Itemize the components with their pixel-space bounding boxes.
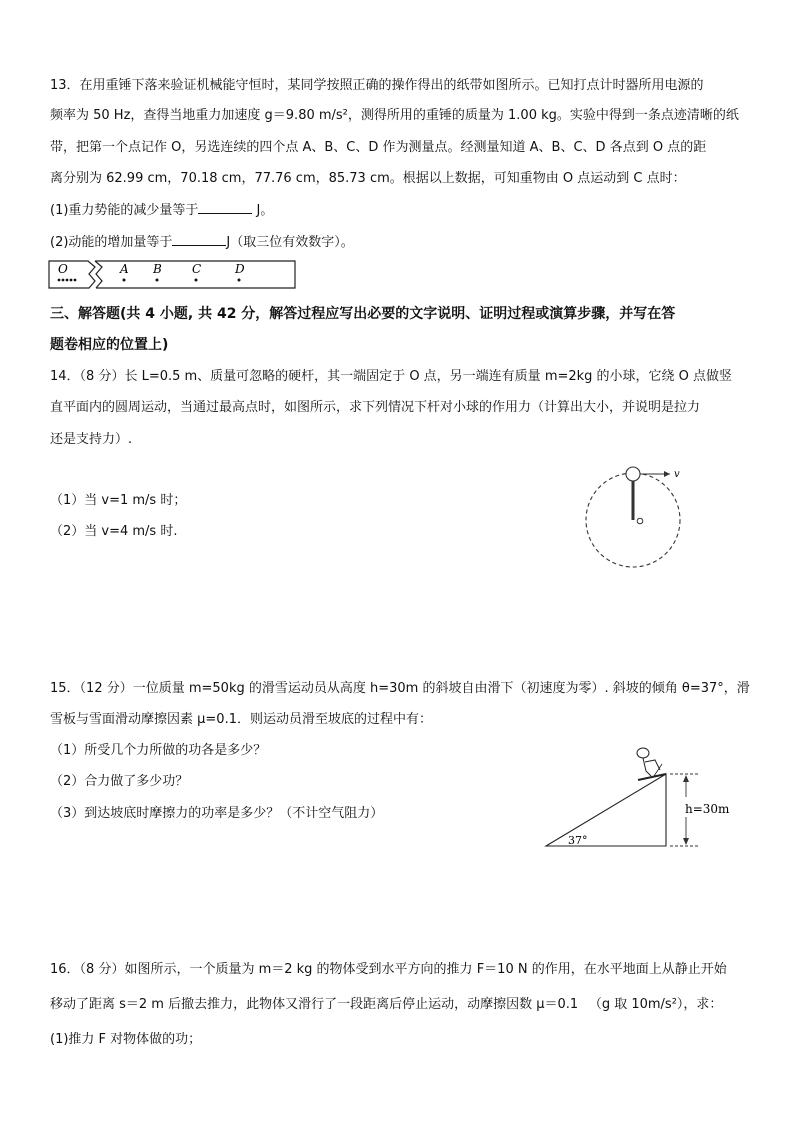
- height-label: h=30m: [685, 802, 730, 816]
- q15-sub-1: （1）所受几个力所做的功各是多少？: [50, 743, 267, 758]
- q15-line-1: 15．（12 分）一位质量 m=50kg 的滑雪运动员从高度 h=30m 的斜坡自由滑下（初速度为零）. 斜坡的倾角 θ=37°，滑: [50, 681, 750, 696]
- answer-blank-1: [198, 201, 252, 214]
- q15-sub-2: （2）合力做了多少功？: [50, 774, 189, 789]
- q16-line-1: 16．（8 分）如图所示，一个质量为 m＝2 kg 的物体受到水平方向的推力 F＝10 N 的作用，在水平地面上从静止开始: [50, 962, 727, 977]
- q14-line-2: 直平面内的圆周运动，当通过最高点时，如图所示，求下列情况下杆对小球的作用力（计算出大小，并说明是拉力: [50, 400, 701, 415]
- q14-line-3: 还是支持力）.: [50, 432, 133, 447]
- q13-line-3: 带，把第一个点记作 O，另选连续的四个点 A、B、C、D 作为测量点。经测量知道 A、B、C、D 各点到 O 点的距: [50, 140, 707, 155]
- tape-label-c: C: [192, 262, 202, 276]
- tape-label-a: A: [120, 262, 129, 276]
- section-heading-line-1: 三、解答题(共 4 小题, 共 42 分，解答过程应写出必要的文字说明、证明过程或演算步骤，并写在答: [50, 306, 676, 322]
- answer-blank-2: [172, 233, 226, 246]
- angle-label: 37°: [568, 834, 588, 847]
- q13-line-4: 离分别为 62.99 cm，70.18 cm，77.76 cm，85.73 cm。根据以上数据，可知重物由 O 点运动到 C 点时：: [50, 171, 686, 186]
- q13-part-1: [50, 201, 273, 220]
- tape-label-d: D: [235, 262, 245, 276]
- q14-sub-1: （1）当 v=1 m/s 时；: [50, 493, 187, 508]
- q14-line-1: 14．（8 分）长 L=0.5 m、质量可忽略的硬杆，其一端固定于 O 点，另一端连有质量 m=2kg 的小球，它绕 O 点做竖: [50, 369, 733, 384]
- section-heading-line-2: 题卷相应的位置上): [50, 337, 169, 353]
- q13-part-2-unit: J（取三位有效数字）。: [226, 235, 354, 250]
- circular-motion-figure: [570, 460, 700, 575]
- q13-part-1-text: (1)重力势能的减少量等于: [50, 203, 199, 218]
- q16-line-2: 移动了距离 s＝2 m 后撤去推力，此物体又滑行了一段距离后停止运动，动摩擦因数 μ＝0.1 （g 取 10m/s²），求：: [50, 997, 723, 1012]
- ski-slope-figure: [540, 740, 740, 852]
- tape-label-b: B: [153, 262, 162, 276]
- paper-tape-figure: [48, 258, 298, 290]
- velocity-label: v: [674, 469, 680, 480]
- q13-part-2-text: (2)动能的增加量等于: [50, 235, 173, 250]
- q16-sub-1: (1)推力 F 对物体做的功；: [50, 1032, 202, 1047]
- q15-line-2: 雪板与雪面滑动摩擦因素 μ=0.1．则运动员滑至坡底的过程中有：: [50, 712, 432, 727]
- tape-label-o: O: [58, 262, 68, 276]
- q13-part-2: [50, 233, 354, 252]
- q13-line-1: 13．在用重锤下落来验证机械能守恒时，某同学按照正确的操作得出的纸带如图所示。已知打点计时器所用电源的: [50, 78, 704, 93]
- q14-sub-2: （2）当 v=4 m/s 时.: [50, 524, 178, 539]
- q15-sub-3: （3）到达坡底时摩擦力的功率是多少？（不计空气阻力）: [50, 806, 384, 821]
- q13-line-2: 频率为 50 Hz，查得当地重力加速度 g＝9.80 m/s²，测得所用的重锤的质量为 1.00 kg。实验中得到一条点迹清晰的纸: [50, 108, 739, 123]
- q13-part-1-unit: J。: [252, 203, 274, 218]
